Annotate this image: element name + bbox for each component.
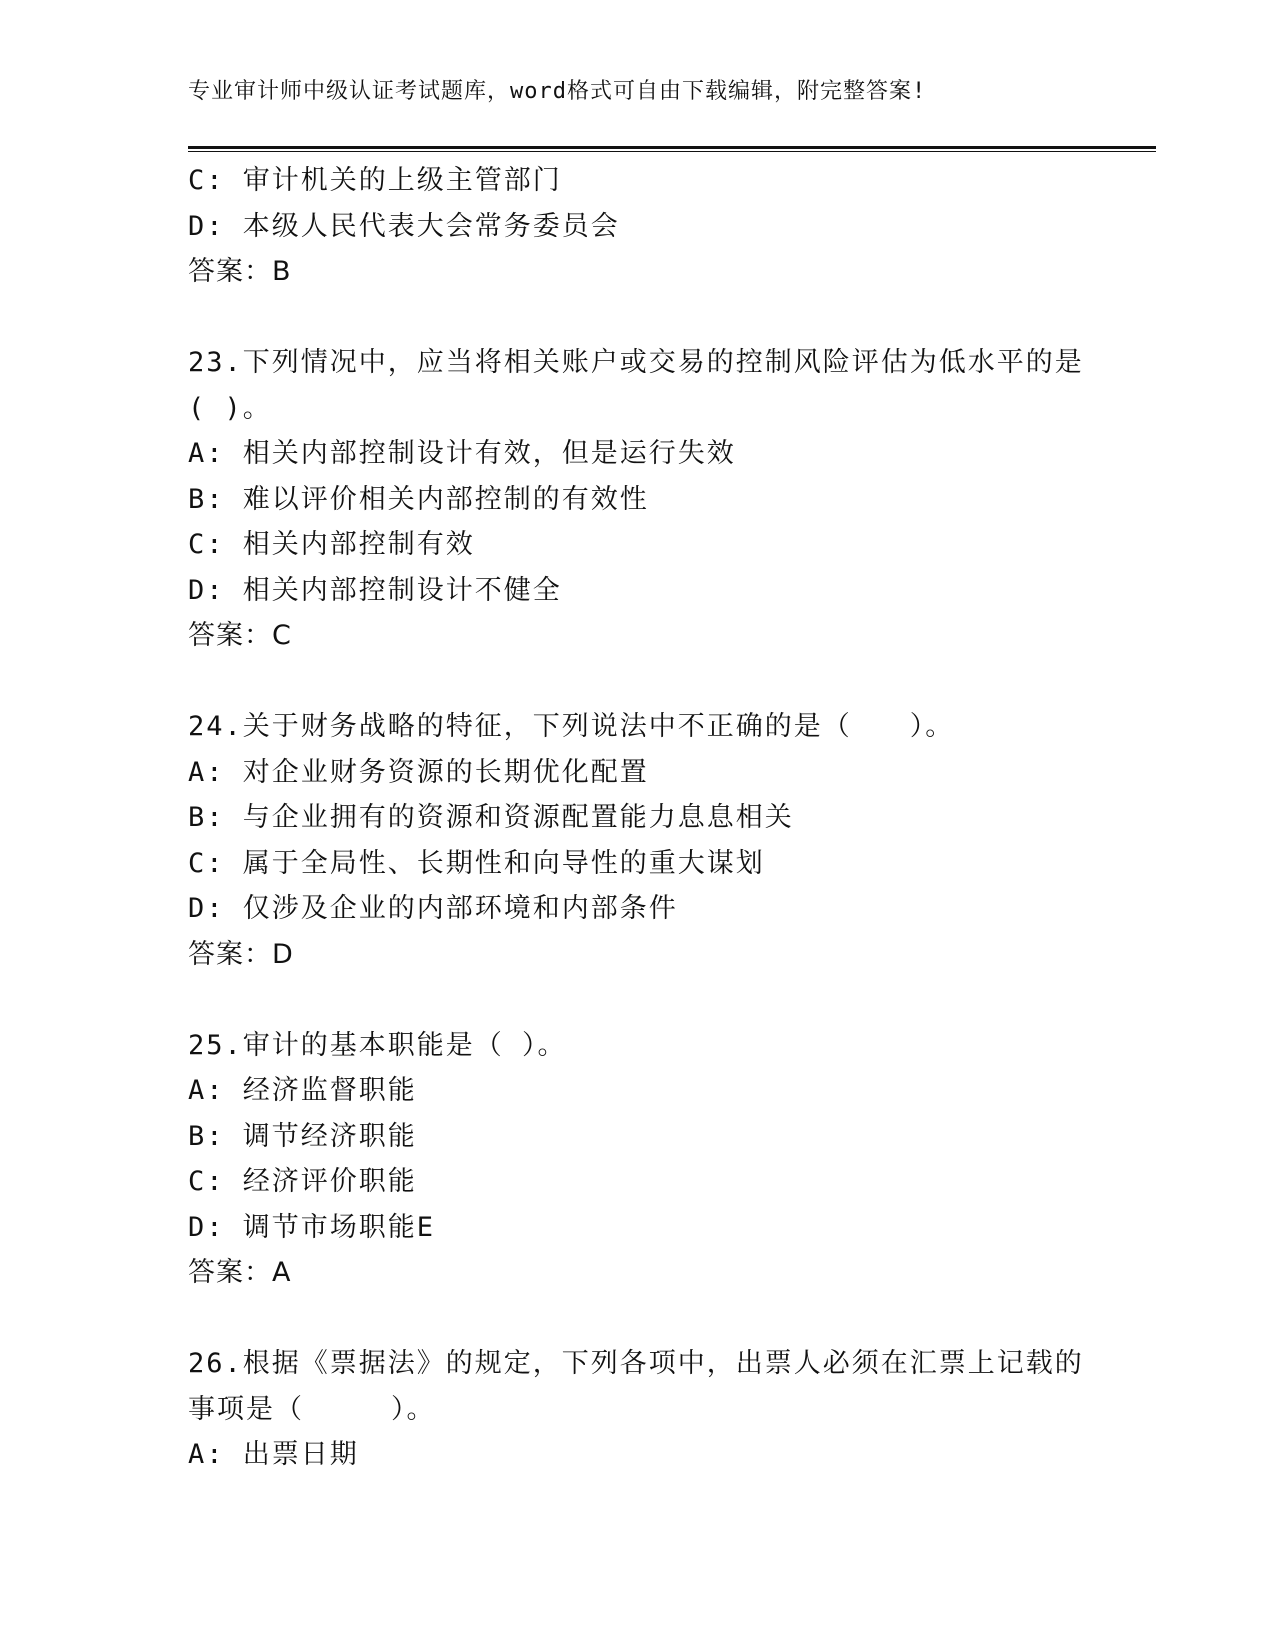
question-24-option-d: D: 仅涉及企业的内部环境和内部条件 — [188, 893, 678, 924]
question-24-answer: 答案：D — [188, 938, 294, 970]
question-24-option-b: B: 与企业拥有的资源和资源配置能力息息相关 — [188, 802, 794, 833]
question-24-option-a: A: 对企业财务资源的长期优化配置 — [188, 756, 649, 788]
question-23-stem-line-2: ( )。 — [188, 392, 272, 424]
question-26-option-a: A: 出票日期 — [188, 1439, 359, 1470]
spacer — [188, 1296, 1156, 1342]
question-24-stem-line-1: 24.关于财务战略的特征，下列说法中不正确的是（ ）。 — [188, 711, 955, 742]
question-content — [188, 158, 1156, 1478]
question-23-option-d: D: 相关内部控制设计不健全 — [188, 574, 562, 606]
question-25-stem-line-1: 25.审计的基本职能是（ ）。 — [188, 1029, 567, 1061]
option-c: C: 审计机关的上级主管部门 — [188, 165, 562, 196]
spacer — [188, 659, 1156, 705]
question-23-option-a: A: 相关内部控制设计有效，但是运行失效 — [188, 438, 736, 469]
question-25-option-b: B: 调节经济职能 — [188, 1120, 417, 1152]
question-25-option-a: A: 经济监督职能 — [188, 1075, 417, 1106]
spacer — [188, 977, 1156, 1023]
header-rule-thick — [188, 146, 1156, 149]
spacer — [188, 295, 1156, 341]
page-header: 专业审计师中级认证考试题库，word格式可自由下载编辑，附完整答案! — [188, 79, 927, 104]
option-d: D: 本级人民代表大会常务委员会 — [188, 210, 620, 242]
header-rule-thin — [188, 151, 1156, 152]
question-24-option-c: C: 属于全局性、长期性和向导性的重大谋划 — [188, 847, 765, 879]
question-26-stem-line-2: 事项是（ ）。 — [188, 1393, 436, 1425]
question-25-answer: 答案：A — [188, 1257, 292, 1288]
answer-line: 答案：B — [188, 256, 292, 287]
question-23-stem-line-1: 23.下列情况中，应当将相关账户或交易的控制风险评估为低水平的是 — [188, 347, 1084, 378]
question-26-stem-line-1: 26.根据《票据法》的规定，下列各项中，出票人必须在汇票上记载的 — [188, 1348, 1084, 1379]
question-25-option-d: D: 调节市场职能E — [188, 1211, 436, 1243]
question-25-option-c: C: 经济评价职能 — [188, 1166, 417, 1197]
question-23-answer: 答案：C — [188, 620, 292, 651]
question-23-option-b: B: 难以评价相关内部控制的有效性 — [188, 483, 649, 515]
question-23-option-c: C: 相关内部控制有效 — [188, 529, 475, 560]
